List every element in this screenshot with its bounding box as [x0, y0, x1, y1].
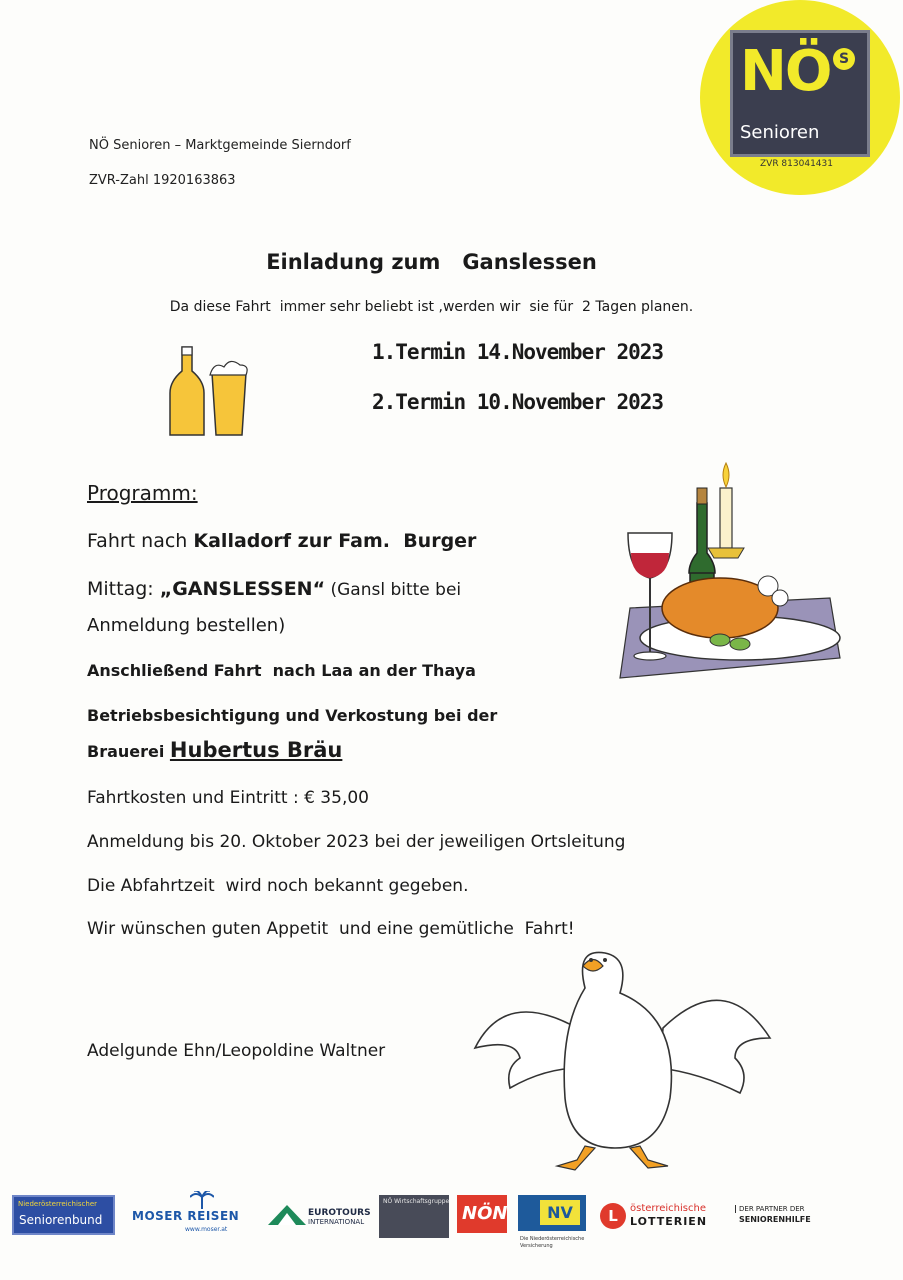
sponsor-eurotours-sub: INTERNATIONAL [308, 1218, 365, 1226]
termin-2: 2.Termin 10.November 2023 [372, 390, 664, 414]
sponsor-lotterien-partner: DER PARTNER DER [735, 1205, 805, 1213]
programm-line-mittag-prefix: Mittag: [87, 578, 160, 600]
mountain-icon [268, 1203, 306, 1225]
sponsor-seniorenbund-name: Seniorenbund [19, 1213, 103, 1227]
sponsor-seniorenbund [12, 1195, 115, 1235]
programm-line-fahrt [87, 530, 476, 552]
sponsor-eurotours [268, 1195, 378, 1235]
programm-line-brauerei-name: Hubertus Bräu [169, 738, 343, 762]
logo-superscript: S [833, 48, 855, 70]
programm-line-laa: Anschließend Fahrt nach Laa an der Thaya [87, 661, 476, 680]
programm-line-abfahrtzeit: Die Abfahrtzeit wird noch bekannt gegeben. [87, 876, 469, 896]
beer-bottle-and-glass-icon [160, 345, 260, 440]
sponsor-lotterien [600, 1195, 840, 1235]
logo-brand: NÖ [740, 39, 831, 104]
organization-line: NÖ Senioren – Marktgemeinde Sierndorf [89, 138, 351, 153]
sponsor-noe-wg-name: NÖ Wirtschaftsgruppe [383, 1198, 450, 1205]
sponsor-nv-name: NV [540, 1200, 580, 1225]
termin-1: 1.Termin 14.November 2023 [372, 340, 664, 364]
sponsor-moser-url: www.moser.at [185, 1226, 228, 1233]
programm-line-mittag-note: (Gansl bitte bei [325, 580, 462, 600]
programm-line-mittag [87, 578, 461, 600]
programm-line-wuensche: Wir wünschen guten Appetit und eine gemütliche Fahrt! [87, 919, 575, 939]
logo-name: Senioren [740, 122, 820, 143]
programm-line-fahrtkosten: Fahrtkosten und Eintritt : € 35,00 [87, 788, 369, 808]
programm-line-fahrt-destination: Kalladorf zur Fam. Burger [193, 530, 477, 552]
sponsor-nv [518, 1195, 586, 1231]
lotterien-logo-icon: L [600, 1203, 626, 1229]
sponsor-lotterien-name: LOTTERIEN [630, 1215, 708, 1228]
programm-line-anmeldung: Anmeldung bis 20. Oktober 2023 bei der jeweiligen Ortsleitung [87, 832, 626, 852]
programm-line-brauerei-prefix: Brauerei [87, 742, 170, 761]
sponsor-seniorenbund-top: Niederösterreichischer [18, 1200, 98, 1208]
sponsor-moser-name: MOSER REISEN [132, 1209, 240, 1223]
sponsor-noen-name: NÖN [462, 1203, 508, 1224]
programm-heading: Programm: [87, 481, 198, 505]
invitation-subtitle: Da diese Fahrt immer sehr beliebt ist ,werden wir sie für 2 Tagen planen. [169, 299, 694, 315]
programm-line-fahrt-prefix: Fahrt nach [87, 530, 194, 552]
goose-icon [465, 948, 775, 1188]
zvr-number: ZVR-Zahl 1920163863 [89, 173, 236, 188]
sponsor-moser-reisen [130, 1195, 260, 1235]
programm-line-mittag-ganslessen: „GANSLESSEN“ [159, 578, 326, 600]
programm-line-brauerei [87, 738, 342, 762]
sponsor-noen [457, 1195, 507, 1233]
roast-goose-dinner-icon [600, 458, 845, 698]
sponsor-nv-sub: Die Niederösterreichische Versicherung [520, 1236, 585, 1249]
signature: Adelgunde Ehn/Leopoldine Waltner [87, 1041, 386, 1061]
programm-line-anmeldung-bestellen: Anmeldung bestellen) [87, 615, 286, 636]
programm-line-betriebsbesichtigung: Betriebsbesichtigung und Verkostung bei der [87, 706, 498, 725]
sponsor-lotterien-seniorenhilfe: SENIORENHILFE [739, 1215, 811, 1224]
sponsor-eurotours-name: EUROTOURS [308, 1208, 371, 1218]
sponsor-noe-wirtschaftsgruppe [379, 1195, 449, 1238]
logo-zvr: ZVR 813041431 [760, 159, 833, 169]
palm-tree-icon [190, 1191, 214, 1209]
sponsor-lotterien-top: österreichische [630, 1203, 706, 1214]
invitation-title: Einladung zum Ganslessen [266, 250, 597, 274]
